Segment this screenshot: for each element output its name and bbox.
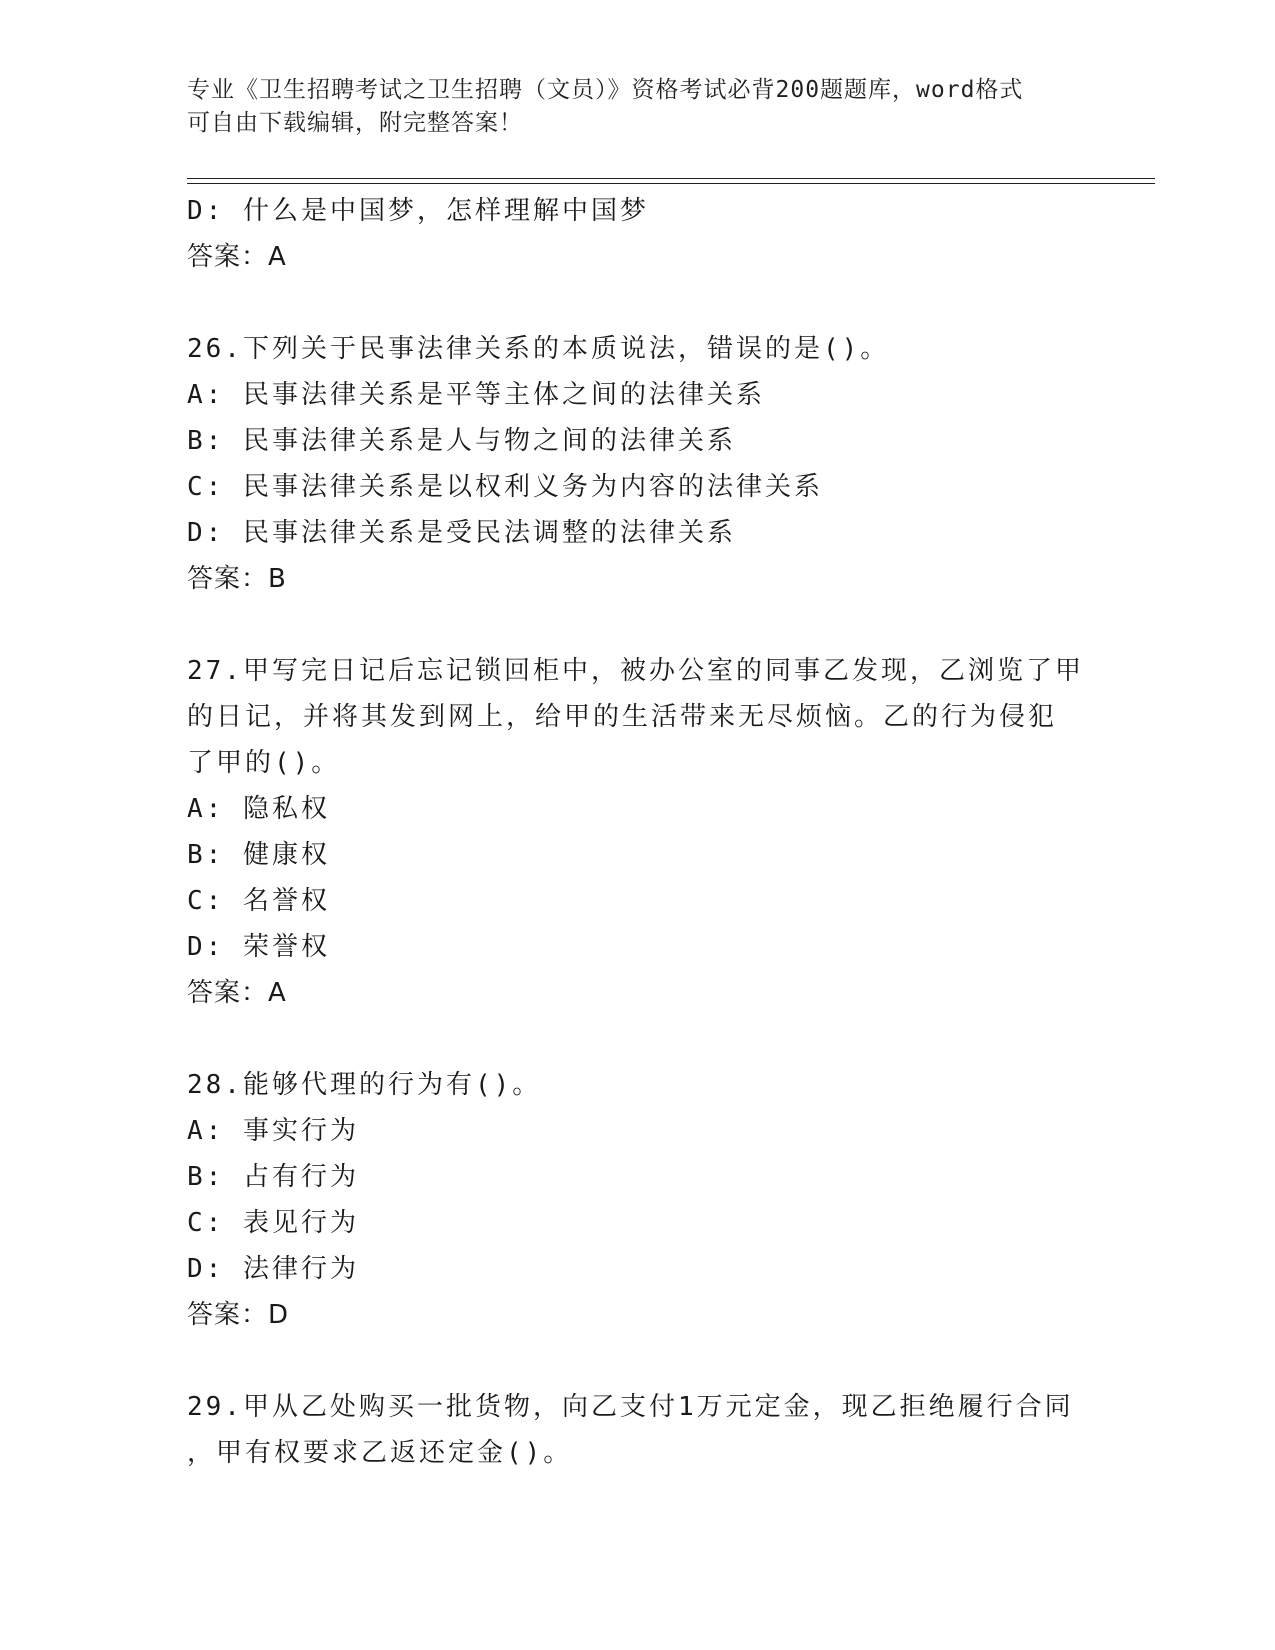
answer-line: 答案：A	[187, 242, 287, 272]
question-stem-line-1: 27.甲写完日记后忘记锁回柜中，被办公室的同事乙发现，乙浏览了甲	[187, 656, 1084, 686]
header-divider-bottom	[187, 183, 1155, 184]
question-list	[187, 188, 1087, 1476]
option-a: A: 民事法律关系是平等主体之间的法律关系	[187, 380, 765, 410]
option-c: C: 民事法律关系是以权利义务为内容的法律关系	[187, 472, 823, 502]
question-stem-line-3: 了甲的()。	[187, 748, 341, 778]
question-stem-line-2: ，甲有权要求乙返还定金()。	[187, 1438, 573, 1468]
option-a: A: 隐私权	[187, 794, 330, 824]
question-stem: 28.能够代理的行为有()。	[187, 1070, 542, 1100]
question-stem-line-1: 29.甲从乙处购买一批货物，向乙支付1万元定金，现乙拒绝履行合同	[187, 1392, 1074, 1422]
spacer	[187, 1016, 1087, 1062]
spacer	[187, 602, 1087, 648]
option-d: D: 法律行为	[187, 1254, 359, 1284]
question-stem-line-2: 的日记，并将其发到网上，给甲的生活带来无尽烦恼。乙的行为侵犯	[187, 702, 1058, 732]
question-stem: 26.下列关于民事法律关系的本质说法，错误的是()。	[187, 334, 890, 364]
option-a: A: 事实行为	[187, 1116, 359, 1146]
option-b: B: 民事法律关系是人与物之间的法律关系	[187, 426, 736, 456]
header-title-line-1: 专业《卫生招聘考试之卫生招聘（文员）》资格考试必背200题题库，word格式	[187, 77, 1024, 103]
option-d: D: 荣誉权	[187, 932, 330, 962]
answer-line: 答案：B	[187, 564, 287, 594]
spacer	[187, 1338, 1087, 1384]
spacer	[187, 280, 1087, 326]
option-d: D: 什么是中国梦，怎样理解中国梦	[187, 196, 649, 226]
question-29	[187, 1384, 1087, 1476]
answer-line: 答案：D	[187, 1300, 290, 1330]
option-b: B: 健康权	[187, 840, 330, 870]
option-c: C: 表见行为	[187, 1208, 359, 1238]
question-26	[187, 326, 1087, 602]
question-28	[187, 1062, 1087, 1338]
document-header	[187, 74, 1087, 140]
header-divider-top	[187, 178, 1155, 179]
option-c: C: 名誉权	[187, 886, 330, 916]
question-25-tail	[187, 188, 1087, 280]
header-title-line-2: 可自由下载编辑，附完整答案！	[187, 110, 523, 136]
option-d: D: 民事法律关系是受民法调整的法律关系	[187, 518, 736, 548]
option-b: B: 占有行为	[187, 1162, 359, 1192]
question-27	[187, 648, 1087, 1016]
answer-line: 答案：A	[187, 978, 287, 1008]
